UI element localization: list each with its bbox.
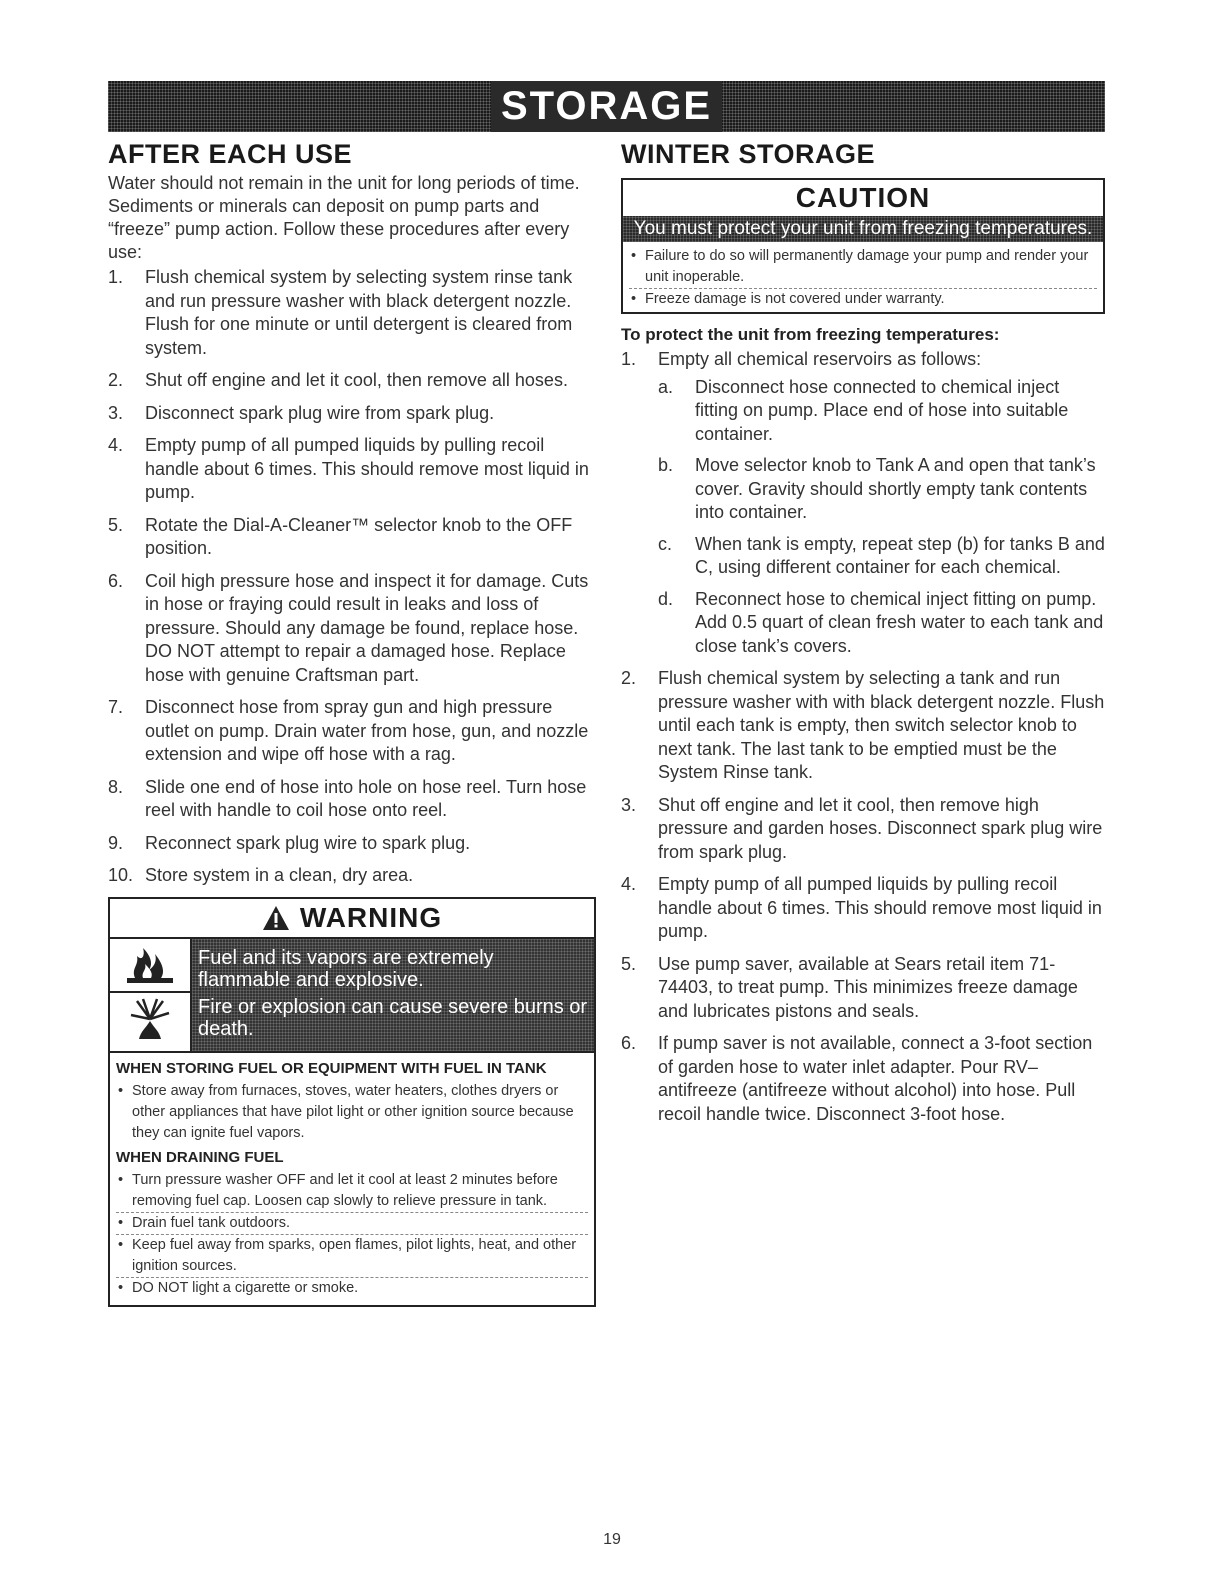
list-item [621,794,1107,865]
list-item [108,864,598,888]
substep-letter: d. [658,588,674,609]
winter-storage-heading: WINTER STORAGE [621,139,876,169]
step-number: 8. [108,776,124,797]
list-item [108,434,598,505]
list-item: • Freeze damage is not covered under warranty. [629,288,1097,310]
hazard-messages [192,939,594,1051]
substep-text: Disconnect hose connected to chemical inject fitting on pump. Place end of hose into suitable container. [695,376,1069,444]
storage-banner [108,81,1105,132]
step-text: Reconnect spark plug wire to spark plug. [145,832,471,853]
step-text: Rotate the Dial-A-Cleaner™ selector knob to the OFF position. [145,514,573,558]
substep-letter: c. [658,533,673,554]
list-item [108,696,598,767]
after-each-use-heading: AFTER EACH USE [108,139,353,169]
substep-text: When tank is empty, repeat step (b) for tanks B and C, using different container for each chemical. [695,533,1105,577]
step-text: Empty pump of all pumped liquids by pulling recoil handle about 6 times. This should remove most liquid in pump. [658,874,1102,941]
warning-box [108,897,596,1307]
warning-triangle-icon [262,905,290,931]
warning-header [110,899,594,939]
list-item [108,402,598,426]
winter-storage-column [621,138,1107,1135]
warning-title: WARNING [299,901,443,933]
step-number: 4. [108,435,124,455]
list-item [108,369,598,393]
step-number: 5. [108,514,124,535]
step-number: 1. [621,349,637,369]
step-number: 3. [621,794,637,815]
step-text: Empty all chemical reservoirs as follows: [658,349,982,369]
step-text: Shut off engine and let it cool, then remove high pressure and garden hoses. Disconnect spark plug wire from spark plug. [658,794,1103,862]
hazard-icon-column [110,939,192,1051]
protect-heading: To protect the unit from freezing temperatures: [621,325,1000,344]
list-item: • Store away from furnaces, stoves, water heaters, clothes dryers or other appliances that have pilot light or other ignition source because they can ignite fuel vapors. [116,1081,588,1144]
step-text: Flush chemical system by selecting a tank and run pressure washer with with black detergent nozzle. Flush until each tank is empty, then switch selector knob to next tank. The last tank to be emptied must be the System Rinse tank. [658,668,1105,782]
step-number: 2. [108,370,124,390]
list-item: • Keep fuel away from sparks, open flames, pilot lights, heat, and other ignition sources. [116,1234,588,1277]
step-number: 5. [621,953,637,974]
reservoir-substeps [658,376,1107,659]
substep-letter: a. [658,376,674,397]
step-text: Disconnect spark plug wire from spark plug. [145,402,495,423]
substep-text: Reconnect hose to chemical inject fitting on pump. Add 0.5 quart of clean fresh water to each tank and close tank’s covers. [695,588,1104,656]
after-each-use-intro: Water should not remain in the unit for long periods of time. Sediments or minerals can deposit on pump parts and “freeze” pump action. Follow these procedures after every use: [108,173,580,262]
caution-list [629,246,1097,310]
step-text: Use pump saver, available at Sears retail item 71-74403, to treat pump. This minimizes freeze damage and lubricates pistons and seals. [658,953,1078,1021]
winter-storage-steps [621,348,1107,1126]
step-text: Slide one end of hose into hole on hose reel. Turn hose reel with handle to coil hose onto reel. [145,776,587,820]
warning-storing-list [116,1081,588,1144]
warning-draining-list [116,1170,588,1299]
list-item: • Turn pressure washer OFF and let it cool at least 2 minutes before removing fuel cap. Loosen cap slowly to relieve pressure in tank. [116,1170,588,1212]
hazard-message-flammable: Fuel and its vapors are extremely flammable and explosive. [198,946,494,991]
flammable-icon [110,939,190,991]
page-number: 19 [603,1531,621,1548]
substep-letter: b. [658,455,674,475]
after-each-use-steps [108,266,598,888]
list-item [658,588,1107,659]
step-text: Store system in a clean, dry area. [145,865,414,885]
step-number: 4. [621,874,637,894]
after-each-use-column [108,138,598,1307]
step-text: Flush chemical system by selecting system rinse tank and run pressure washer with black detergent nozzle. Flush for one minute or until detergent is cleared from system. [145,267,573,358]
explosion-icon [110,991,190,1045]
list-item [658,533,1107,580]
list-item [621,667,1107,785]
step-number: 6. [621,1033,637,1053]
list-item [108,570,598,688]
banner-title: STORAGE [491,81,722,132]
list-item [621,348,1107,658]
list-item [108,266,598,360]
step-number: 7. [108,697,124,717]
step-number: 2. [621,668,637,688]
step-text: Empty pump of all pumped liquids by pulling recoil handle about 6 times. This should remove most liquid in pump. [145,435,589,502]
caution-title: CAUTION [795,182,931,213]
caution-message: You must protect your unit from freezing temperatures. [623,216,1103,242]
step-number: 3. [108,402,124,423]
step-text: Coil high pressure hose and inspect it for damage. Cuts in hose or fraying could result in leaks and loss of pressure. Should any damage be found, replace hose. DO NOT attempt to repair a damaged hose. Replace hose with genuine Craftsman part. [145,570,589,685]
step-text: Shut off engine and let it cool, then remove all hoses. [145,370,568,390]
list-item [658,376,1107,447]
list-item [621,953,1107,1024]
caution-box [621,178,1105,314]
list-item [108,832,598,856]
warning-hazards [110,939,594,1051]
list-item [108,514,598,561]
list-item [658,454,1107,525]
list-item [108,776,598,823]
step-number: 10. [108,865,134,885]
step-number: 6. [108,570,124,591]
list-item: • DO NOT light a cigarette or smoke. [116,1277,588,1299]
substep-text: Move selector knob to Tank A and open that tank’s cover. Gravity should shortly empty tank contents into container. [695,455,1096,522]
list-item [621,873,1107,944]
warning-storing-title: WHEN STORING FUEL OR EQUIPMENT WITH FUEL IN TANK [116,1059,547,1077]
list-item: • Failure to do so will permanently damage your pump and render your unit inoperable. [629,246,1097,288]
step-text: If pump saver is not available, connect a 3-foot section of garden hose to water inlet adapter. Pour RV–antifreeze (antifreeze without alcohol) into hose. Pull recoil handle twice. Disconnect 3-foot hose. [658,1033,1093,1124]
step-number: 1. [108,267,124,287]
step-number: 9. [108,832,124,853]
list-item [621,1032,1107,1126]
list-item: • Drain fuel tank outdoors. [116,1212,588,1234]
step-text: Disconnect hose from spray gun and high pressure outlet on pump. Drain water from hose, gun, and nozzle extension and wipe off hose with a rag. [145,697,589,764]
warning-draining-title: WHEN DRAINING FUEL [116,1148,284,1166]
hazard-message-explosion: Fire or explosion can cause severe burns or death. [198,995,588,1040]
warning-storing-section [110,1051,594,1305]
